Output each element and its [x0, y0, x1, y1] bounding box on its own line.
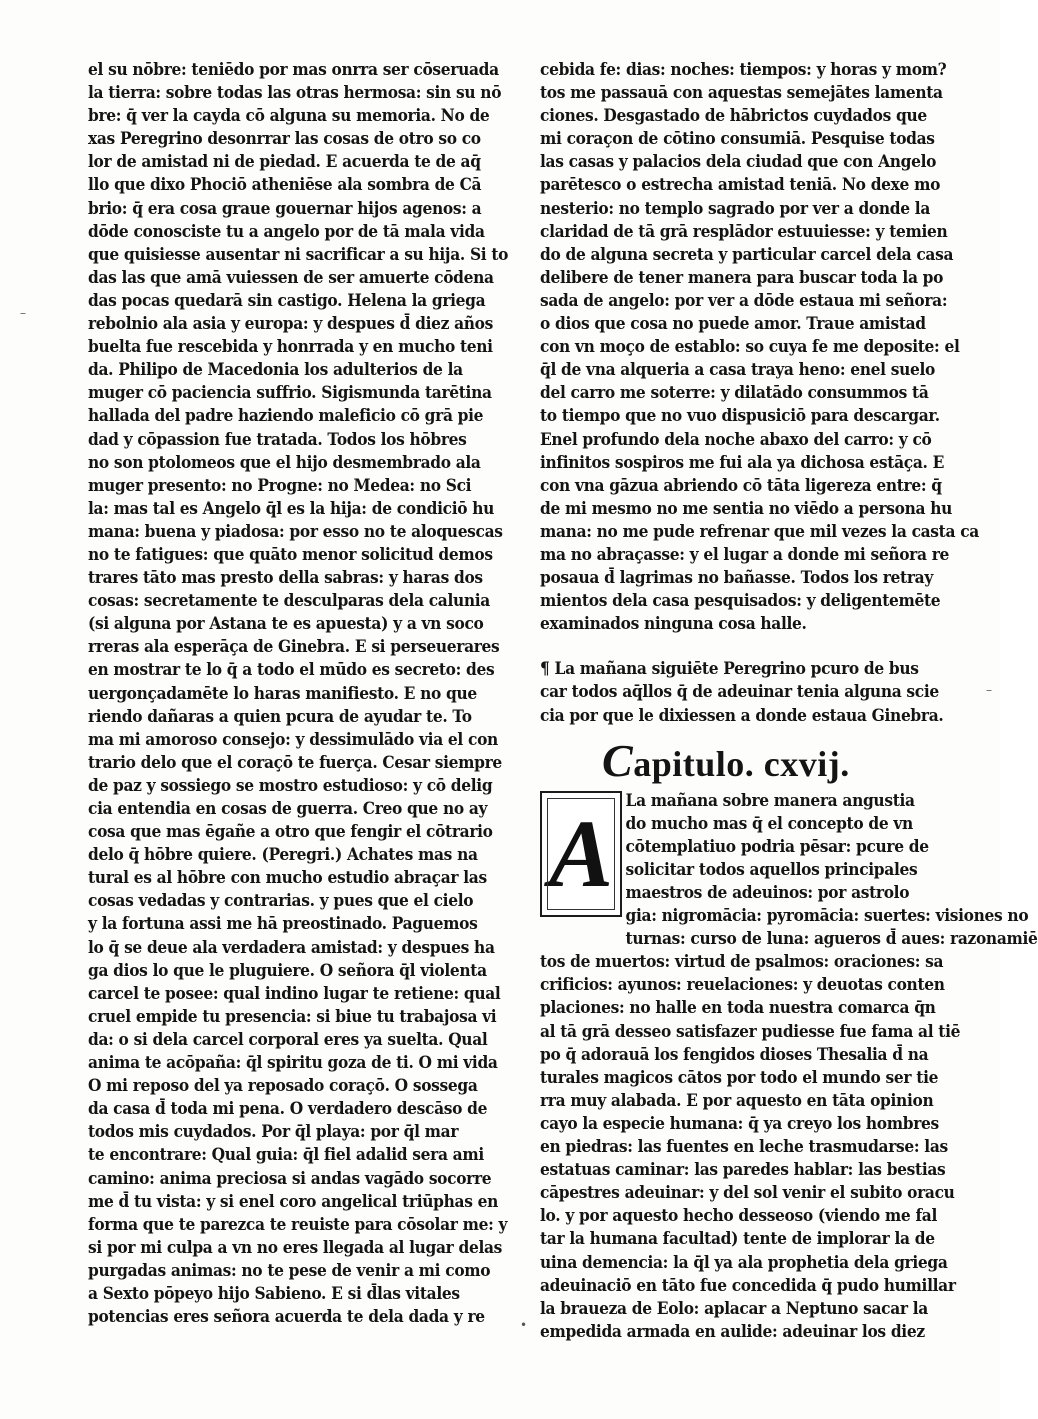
text-line: turnas: curso de luna: agueros d̄ aues: razonamiē	[625, 928, 1038, 949]
left-text-column	[88, 58, 516, 1328]
text-line: no son ptolomeos que el hijo desmembrado ala	[88, 451, 481, 472]
text-line: cia entendia en cosas de guerra. Creo que no ay	[88, 798, 488, 818]
text-line: o dios que cosa no puede amor. Traue amistad	[540, 313, 926, 334]
text-line: dad y cōpassion fue tratada. Todos los hōbres	[88, 428, 467, 449]
text-line: claridad de tā grā resplādor estuuiesse: y temien	[540, 220, 948, 241]
text-line: con vn moço de establo: so cuya fe me deposite: el	[540, 336, 960, 357]
text-line: el su nōbre: teniēdo por mas onrra ser cōseruada	[88, 59, 499, 79]
text-line: cosa que mas ēgañe a otro que fengir el cōtrario	[88, 821, 493, 842]
text-line: camino: anima preciosa si andas vagādo socorre	[88, 1167, 492, 1188]
margin-mark: –	[20, 306, 26, 320]
text-line: la: mas tal es Angelo q̄l es la hija: de condiciō hu	[88, 497, 495, 518]
text-line: delo q̄ hōbre quiere. (Peregri.) Achates mas na	[88, 844, 478, 865]
text-line: anima te acōpaña: q̄l spiritu goza de ti. O mi vida	[88, 1052, 498, 1073]
text-line: cayo la especie humana: q̄ ya creyo los hombres	[540, 1112, 939, 1133]
text-line: si por mi culpa a vn no eres llegada al lugar delas	[88, 1236, 503, 1257]
text-line: te encontrare: Qual guia: q̄l fiel adalid sera ami	[88, 1144, 484, 1165]
margin-mark: –	[986, 683, 992, 697]
text-line: das las que amā vuiessen de ser amuerte cōdena	[88, 266, 494, 287]
text-line: todos mis cuydados. Por q̄l playa: por q̄l mar	[88, 1121, 459, 1142]
text-line: rebolnio ala asia y europa: y despues d̄ diez años	[88, 313, 494, 334]
text-line: empedida armada en aulide: adeuinar los diez	[540, 1320, 925, 1341]
text-line: brio: q̄ era cosa graue gouernar hijos agenos: a	[88, 197, 482, 218]
text-line: me d̄ tu vista: y si enel coro angelical triūphas en	[88, 1190, 498, 1211]
right-text-column	[540, 58, 1038, 1343]
text-line: cebida fe: dias: noches: tiempos: y horas y mom?	[540, 59, 947, 79]
text-line: carcel te posee: qual indino lugar te retiene: qual	[88, 982, 501, 1003]
initial-letter-glyph: A	[548, 800, 614, 908]
text-line: trares tāto mas presto della sabras: y haras dos	[88, 567, 483, 588]
chapter-body-lines	[540, 950, 962, 1343]
text-line: da: o si dela carcel corporal eres ya suelta. Qual	[88, 1028, 488, 1049]
chapter-heading-text: apitulo. cxvij.	[633, 743, 850, 784]
text-line: do mucho mas q̄ el concepto de vn	[625, 812, 913, 833]
text-line: hallada del padre haziendo maleficio cō grā pie	[88, 405, 484, 426]
text-line: del carro me soterre: y dilatādo consummos tā	[540, 382, 929, 403]
text-line: con vna gāzua abriendo cō tāta ligereza entre: q̄	[540, 474, 942, 495]
text-line: lo q̄ se deue ala verdadera amistad: y despues ha	[88, 936, 495, 957]
text-line: q̄l de vna alqueria a casa traya heno: enel suelo	[540, 359, 936, 380]
text-line: placiones: no halle en toda nuestra comarca q̄n	[540, 997, 936, 1018]
text-line: ma no abraçasse: y el lugar a donde mi señora re	[540, 543, 950, 564]
text-line: do de alguna secreta y particular carcel dela casa	[540, 243, 954, 264]
text-line: lo. y por aquesto hecho desseoso (viendo me fal	[540, 1205, 937, 1226]
page-speck: •	[520, 1318, 528, 1332]
text-line: xas Peregrino desonrrar las cosas de otro so co	[88, 128, 481, 149]
text-line: infinitos sospiros me fui ala ya dichosa estāça. E	[540, 451, 945, 472]
text-line: sada de angelo: por ver a dōde estaua mi señora:	[540, 289, 948, 310]
text-line: cōtemplatiuo podria pēsar: pcure de	[625, 835, 929, 856]
text-line: ¶ La mañana siguiēte Peregrino pcuro de bus	[540, 658, 919, 679]
text-line: da casa d̄ toda mi pena. O verdadero descāso de	[88, 1098, 488, 1119]
text-line: da. Philipo de Macedonia los adulterios de la	[88, 359, 463, 380]
text-line: (si alguna por Astana te es apuesta) y a vn soco	[88, 613, 484, 634]
text-line: cia por que le dixiessen a donde estaua Ginebra.	[540, 704, 944, 725]
text-line: adeuinaciō en tāto fue concedida q̄ pudo humillar	[540, 1274, 956, 1295]
text-line: ga dios lo que le pluguiere. O señora q̄l violenta	[88, 959, 487, 980]
text-line: tos me passauā con aquestas semejātes lamenta	[540, 82, 943, 103]
text-line: que quisiesse ausentar ni sacrificar a su hija. Si to	[88, 243, 509, 264]
text-line: las casas y palacios dela ciudad que con Angelo	[540, 151, 937, 172]
text-line: muger presento: no Progne: no Medea: no Sci	[88, 474, 472, 495]
text-line: dōde conosciste tu a angelo por de tā mala vida	[88, 220, 485, 241]
text-line: estatuas caminar: las paredes hablar: las bestias	[540, 1159, 946, 1180]
text-line: de paz y sossiego se mostro estudioso: y cō delig	[88, 774, 493, 795]
text-line: tos de muertos: virtud de psalmos: oraciones: sa	[540, 951, 944, 972]
text-line: a Sexto pōpeyo hijo Sabieno. E si d̄las vitales	[88, 1282, 460, 1303]
text-line: ciones. Desgastado de hābrictos cuydados que	[540, 105, 927, 126]
text-line: uergonçadamēte lo haras manifiesto. E no que	[88, 682, 477, 703]
text-line: la tierra: sobre todas las otras hermosa: sin su nō	[88, 82, 502, 103]
chapter-summary-paragraph	[540, 657, 962, 726]
chapter-body	[540, 789, 1038, 1343]
chapter-heading	[602, 734, 962, 786]
text-line: mana: no me pude refrenar que mil vezes la casta ca	[540, 520, 979, 541]
text-line: al tā grā desseo satisfazer pudiesse fue fama al tiē	[540, 1020, 961, 1041]
text-line: en piedras: las fuentes en leche trasmudarse: las	[540, 1136, 948, 1157]
text-line: trario delo que el coraçō te fuerça. Cesar siempre	[88, 751, 502, 772]
right-column-paragraph	[540, 58, 979, 635]
text-line: nesterio: no templo sagrado por ver a donde la	[540, 197, 931, 218]
text-line: cāpestres adeuinar: y del sol venir el subito oracu	[540, 1182, 955, 1203]
text-line: po q̄ adorauā los fengidos dioses Thesalia d̄ na	[540, 1043, 929, 1064]
text-line: tural es al hōbre con mucho estudio abraçar las	[88, 867, 487, 888]
text-line: forma que te parezca te reuiste para cōsolar me: y	[88, 1213, 508, 1234]
text-line: rreras ala esperāça de Ginebra. E si perseuerares	[88, 636, 500, 657]
text-line: La mañana sobre manera angustia	[625, 789, 915, 810]
text-line: examinados ninguna cosa halle.	[540, 613, 807, 634]
chapter-opening-lines	[540, 789, 1038, 951]
text-line: delibere de tener manera para buscar toda la po	[540, 266, 944, 287]
text-line: lor de amistad ni de piedad. E acuerda te de aq̄	[88, 151, 481, 172]
text-line: mientos dela casa pesquisados: y deligentemēte	[540, 590, 941, 611]
chapter-heading-capital: C	[602, 734, 634, 786]
text-line: uina demencia: la q̄l ya ala prophetia dela griega	[540, 1251, 948, 1272]
text-line: la braueza de Eolo: aplacar a Neptuno sacar la	[540, 1297, 928, 1318]
text-line: posaua d̄ lagrimas no bañasse. Todos los retray	[540, 567, 933, 588]
text-line: solicitar todos aquellos principales	[625, 858, 918, 879]
text-line: buelta fue rescebida y honrrada y en mucho teni	[88, 336, 493, 357]
text-line: muger cō paciencia suffrio. Sigismunda tarētina	[88, 382, 492, 403]
text-line: Enel profundo dela noche abaxo del carro: y cō	[540, 428, 932, 449]
text-line: cruel empide tu presencia: si biue tu trabajosa vi	[88, 1005, 497, 1026]
text-line: purgadas animas: no te pese de venir a mi como	[88, 1259, 491, 1280]
text-line: de mi mesmo no me sentia no viēdo a persona hu	[540, 497, 953, 518]
text-line: no te fatigues: que quāto menor solicitud demos	[88, 543, 493, 564]
text-line: bre: q̄ ver la cayda cō alguna su memoria. No de	[88, 105, 490, 126]
text-line: y la fortuna assi me hā preostinado. Paguemos	[88, 913, 478, 934]
text-line: ma mi amoroso consejo: y dessimulādo via el con	[88, 728, 498, 749]
text-line: O mi reposo del ya reposado coraçō. O sossega	[88, 1075, 478, 1096]
text-line: turales magicos cātos por todo el mundo ser tie	[540, 1066, 939, 1087]
text-line: car todos aq̄llos q̄ de adeuinar tenia alguna scie	[540, 681, 939, 702]
text-line: tar la humana facultad) tente de implorar la de	[540, 1228, 935, 1249]
text-line: cosas vedadas y contrarias. y pues que el cielo	[88, 890, 474, 911]
text-line: to tiempo que no vuo dispusiciō para descargar.	[540, 405, 940, 426]
text-line: en mostrar te lo q̄ a todo el mūdo es secreto: des	[88, 659, 495, 680]
text-line: riendo dañaras a quien pcura de ayudar te. To	[88, 705, 472, 726]
text-line: maestros de adeuinos: por astrolo	[625, 882, 910, 902]
text-line: gia: nigromācia: pyromācia: suertes: visiones no	[625, 905, 1029, 926]
text-line: mi coraçon de cōtino consumiā. Pesquise todas	[540, 128, 935, 149]
text-line: mana: buena y piadosa: por esso no te aloquescas	[88, 520, 503, 541]
text-line: das pocas quedarā sin castigo. Helena la griega	[88, 289, 486, 310]
text-line: potencias eres señora acuerda te dela dada y re	[88, 1306, 485, 1327]
text-line: llo que dixo Phociō atheniēse ala sombra de Cā	[88, 174, 482, 195]
text-line: cosas: secretamente te desculparas dela calunia	[88, 590, 490, 611]
text-line: crificios: ayunos: reuelaciones: y deuotas conten	[540, 974, 945, 995]
text-line: parētesco o estrecha amistad teniā. No dexe mo	[540, 174, 941, 195]
text-line: rra muy alabada. E por aquesto en tāta opinion	[540, 1089, 934, 1110]
